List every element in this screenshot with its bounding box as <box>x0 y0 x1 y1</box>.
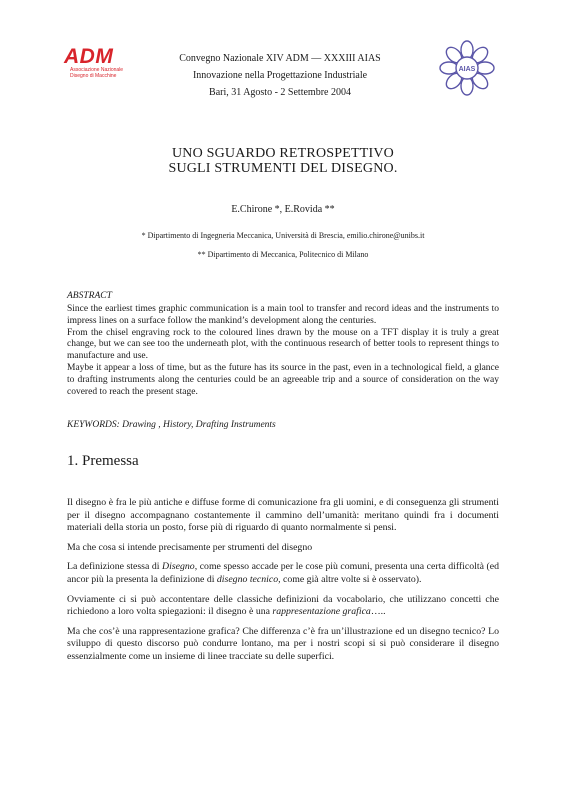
adm-logo <box>64 46 144 79</box>
abstract-paragraph: Since the earliest times graphic communication is a main tool to transfer and record ideas and the instruments to impress lines on a surface follow the mankind’s development along the centuries. <box>67 304 499 326</box>
text-run: Ovviamente ci si può accontentare delle classiche definizioni da vocabolario, che utilizzano concetti che richiedono a loro volta spiegazioni: il disegno è una <box>67 593 499 618</box>
paper-authors: E.Chirone *, E.Rovida ** <box>231 204 335 215</box>
text-run: ….. <box>370 606 386 618</box>
text-run-italic: Disegno <box>162 561 195 573</box>
aias-logo <box>437 38 497 98</box>
affiliation-2: ** Dipartimento di Meccanica, Politecnico di Milano <box>197 250 369 259</box>
section-heading: 1. Premessa <box>67 453 139 469</box>
section-body <box>67 497 499 671</box>
abstract-body <box>67 304 499 398</box>
text-run: come già altre volte si è osservato). <box>280 573 422 585</box>
body-paragraph-1: Il disegno è fra le più antiche e diffuse forme di comunicazione fra gli uomini, e di conseguenza gli strumenti per il disegno accompagnano costantemente il cammino dell’umanità: meritano quindi fra i documenti materiali della storia un posto, forse più di riguardo di quanto normalmente si pensi. <box>67 497 499 534</box>
paper-title-line-2: SUGLI STRUMENTI DEL DISEGNO. <box>168 161 398 176</box>
body-paragraph-4 <box>67 594 499 619</box>
text-run-italic: rappresentazione grafica <box>272 606 371 618</box>
text-run: La definizione stessa di <box>67 561 163 573</box>
body-paragraph-3 <box>67 561 499 586</box>
adm-logo-subtitle-1: Associazione Nazionale <box>70 67 124 73</box>
keywords: KEYWORDS: Drawing , History, Drafting Instruments <box>67 420 276 430</box>
paper-title <box>100 146 466 176</box>
conference-header <box>160 50 400 101</box>
conference-line-1: Convegno Nazionale XIV ADM — XXXIII AIAS <box>179 53 381 64</box>
text-run-italic: disegno tecnico, <box>216 573 281 585</box>
body-paragraph-2: Ma che cosa si intende precisamente per strumenti del disegno <box>67 541 313 553</box>
aias-flower-icon <box>437 38 497 98</box>
aias-logo-text: AIAS <box>458 66 476 73</box>
abstract-paragraph: From the chisel engraving rock to the coloured lines drawn by the mouse on a TFT display it is truly a great change, but we can see too the underneath plot, with the continuous research of better tools to represent things to manufacture and use. <box>67 327 499 362</box>
adm-logo-text: ADM <box>64 45 114 68</box>
adm-logo-subtitle-2: Disegno di Macchine <box>70 73 117 79</box>
text-run: , come spesso accade per le cose più comuni, presenta una certa difficoltà (ed ancor più la presenta la definizione di <box>67 561 499 585</box>
paper-title-line-1: UNO SGUARDO RETROSPETTIVO <box>171 146 394 161</box>
conference-line-3: Bari, 31 Agosto - 2 Settembre 2004 <box>209 87 351 98</box>
body-paragraph-5: Ma che cos’è una rappresentazione grafica? Che differenza c’è fra un’illustrazione ed un disegno tecnico? Lo sviluppo di questo discorso può condurre lontano, ma per i nostri scopi si si può considerare il disegno essenzialmente come un insieme di linee tracciate su delle superfici. <box>67 625 499 662</box>
abstract-heading: ABSTRACT <box>67 291 112 301</box>
abstract-paragraph: Maybe it appear a loss of time, but as the future has its source in the past, even in a technological field, a glance to drafting instruments along the centuries could be an agreeable trip and a source of consideration on the way covered to reach the present stage. <box>67 362 499 397</box>
conference-line-2: Innovazione nella Progettazione Industriale <box>192 70 368 81</box>
affiliation-1: * Dipartimento di Ingegneria Meccanica, Università di Brescia, emilio.chirone@unibs.it <box>141 231 425 240</box>
